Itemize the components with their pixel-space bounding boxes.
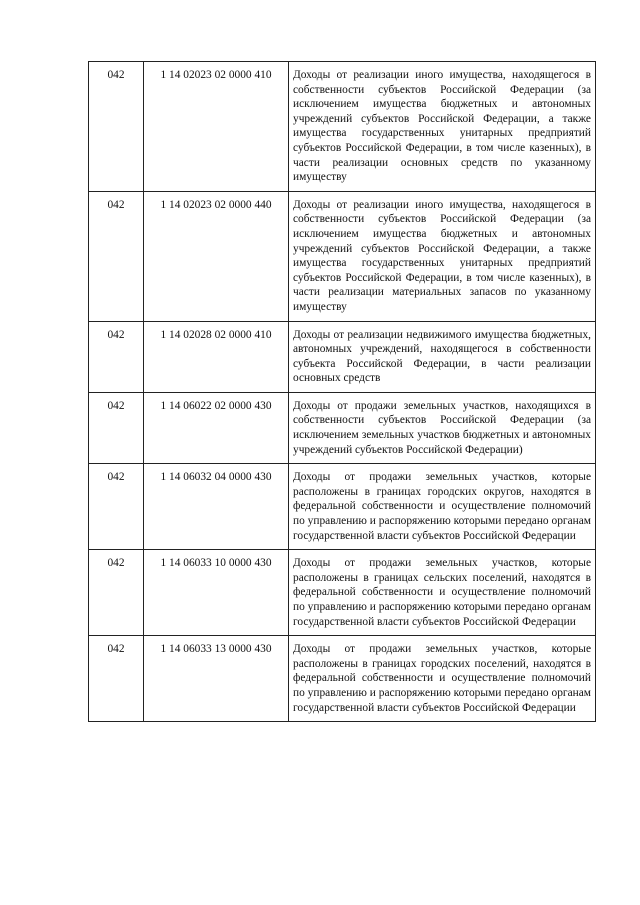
budget-code-cell: 1 14 02028 02 0000 410 bbox=[144, 321, 289, 392]
budget-code-cell: 1 14 06032 04 0000 430 bbox=[144, 464, 289, 550]
admin-code-cell: 042 bbox=[89, 392, 144, 463]
admin-code-cell: 042 bbox=[89, 191, 144, 321]
table-row bbox=[89, 550, 596, 636]
revenue-name-cell: Доходы от продажи земельных участков, находящихся в собственности субъектов Российской Федерации (за исключением земельных участков бюджетных и автономных учреждений субъектов Российской Федерации) bbox=[289, 392, 596, 463]
table-row bbox=[89, 62, 596, 192]
table-row bbox=[89, 321, 596, 392]
admin-code-cell: 042 bbox=[89, 321, 144, 392]
admin-code-cell: 042 bbox=[89, 62, 144, 192]
table-row bbox=[89, 464, 596, 550]
revenue-name-cell: Доходы от реализации иного имущества, находящегося в собственности субъектов Российской Федерации (за исключением имущества бюджетных и автономных учреждений субъектов Российской Федерации, а также имущества государственных унитарных предприятий субъектов Российской Федерации, в том числе казенных), в части реализации материальных запасов по указанному имуществу bbox=[289, 191, 596, 321]
budget-code-cell: 1 14 02023 02 0000 440 bbox=[144, 191, 289, 321]
budget-code-cell: 1 14 06033 13 0000 430 bbox=[144, 636, 289, 722]
revenue-codes-table bbox=[88, 61, 596, 722]
table-row bbox=[89, 392, 596, 463]
budget-code-cell: 1 14 06033 10 0000 430 bbox=[144, 550, 289, 636]
admin-code-cell: 042 bbox=[89, 550, 144, 636]
admin-code-cell: 042 bbox=[89, 636, 144, 722]
admin-code-cell: 042 bbox=[89, 464, 144, 550]
revenue-name-cell: Доходы от реализации недвижимого имущества бюджетных, автономных учреждений, находящегося в собственности субъекта Российской Федерации, в части реализации основных средств bbox=[289, 321, 596, 392]
table-row bbox=[89, 191, 596, 321]
revenue-name-cell: Доходы от продажи земельных участков, которые расположены в границах городских поселений, находятся в федеральной собственности и осуществление полномочий по управлению и распоряжению которыми передано органам государственной власти субъектов Российской Федерации bbox=[289, 636, 596, 722]
revenue-name-cell: Доходы от реализации иного имущества, находящегося в собственности субъектов Российской Федерации (за исключением имущества бюджетных и автономных учреждений субъектов Российской Федерации, а также имущества государственных унитарных предприятий субъектов Российской Федерации, в том числе казенных), в части реализации основных средств по указанному имуществу bbox=[289, 62, 596, 192]
budget-code-cell: 1 14 02023 02 0000 410 bbox=[144, 62, 289, 192]
revenue-name-cell: Доходы от продажи земельных участков, которые расположены в границах сельских поселений, находятся в федеральной собственности и осуществление полномочий по управлению и распоряжению которыми передано органам государственной власти субъектов Российской Федерации bbox=[289, 550, 596, 636]
table-row bbox=[89, 636, 596, 722]
budget-code-cell: 1 14 06022 02 0000 430 bbox=[144, 392, 289, 463]
revenue-name-cell: Доходы от продажи земельных участков, которые расположены в границах городских округов, находятся в федеральной собственности и осуществление полномочий по управлению и распоряжению которыми передано органам государственной власти субъектов Российской Федерации bbox=[289, 464, 596, 550]
